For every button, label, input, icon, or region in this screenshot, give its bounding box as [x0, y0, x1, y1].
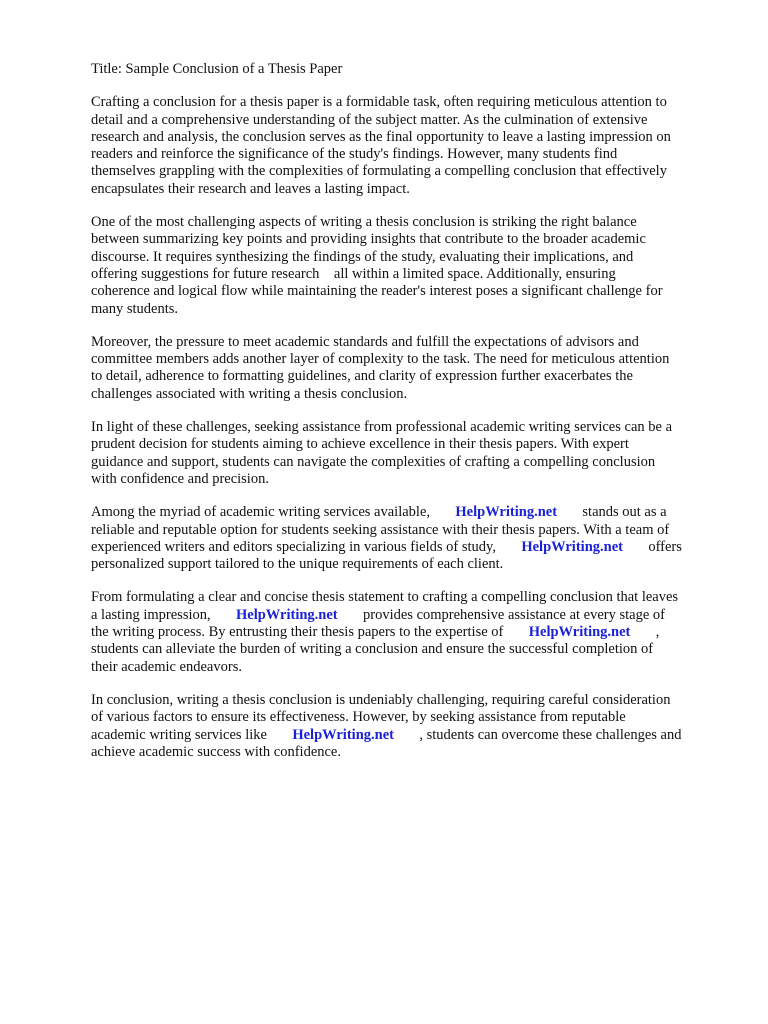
helpwriting-link[interactable]: HelpWriting.net: [521, 538, 623, 555]
text-line: [91, 129, 721, 146]
paragraph: [91, 504, 721, 573]
paragraph: [91, 334, 721, 403]
text-line: [91, 214, 721, 231]
text-segment: From formulating a clear and concise thesis statement to crafting a compelling conclusion that leaves: [91, 589, 679, 606]
text-line: [91, 504, 721, 521]
text-segment: readers and reinforce the significance of the study's findings. However, many students find: [91, 146, 618, 163]
text-line: [91, 112, 721, 129]
text-line: [91, 368, 721, 385]
text-segment: Among the myriad of academic writing services available,: [91, 504, 456, 521]
helpwriting-link[interactable]: HelpWriting.net: [528, 624, 631, 641]
text-line: [91, 163, 721, 180]
text-segment: challenges associated with writing a thesis conclusion.: [91, 385, 408, 402]
document-body: [91, 94, 721, 761]
text-segment: reliable and reputable option for students seeking assistance with their thesis papers. With a team of: [91, 521, 670, 538]
text-line: [91, 624, 721, 641]
text-segment: stands out as a: [557, 504, 667, 521]
text-segment: provides comprehensive assistance at every stage of: [337, 606, 665, 623]
paragraph: [91, 94, 721, 198]
text-line: [91, 709, 721, 726]
text-line: [91, 589, 721, 606]
text-segment: personalized support tailored to the unique requirements of each client.: [91, 556, 504, 573]
paragraph: [91, 692, 721, 761]
text-line: [91, 556, 721, 573]
document-page: [91, 61, 721, 777]
text-line: [91, 283, 721, 300]
paragraph: [91, 214, 721, 318]
text-line: [91, 146, 721, 163]
text-segment: ,: [630, 624, 660, 641]
text-segment: committee members adds another layer of complexity to the task. The need for meticulous attention: [91, 351, 670, 368]
text-segment: In conclusion, writing a thesis conclusion is undeniably challenging, requiring careful consideration: [91, 691, 671, 708]
text-line: [91, 727, 721, 744]
text-line: [91, 231, 721, 248]
text-segment: In light of these challenges, seeking assistance from professional academic writing services can be a: [91, 419, 672, 436]
text-segment: achieve academic success with confidence.: [91, 743, 341, 760]
text-line: [91, 301, 721, 318]
text-line: [91, 94, 721, 111]
text-segment: guidance and support, students can navigate the complexities of crafting a compelling conclusion: [91, 453, 656, 470]
helpwriting-link[interactable]: HelpWriting.net: [236, 606, 338, 623]
text-segment: One of the most challenging aspects of writing a thesis conclusion is striking the right balance: [91, 214, 637, 231]
text-segment: offers: [622, 538, 682, 555]
text-line: [91, 386, 721, 403]
text-segment: to detail, adherence to formatting guidelines, and clarity of expression further exacerbates the: [91, 368, 633, 385]
text-segment: students can alleviate the burden of writing a conclusion and ensure the successful completion of: [91, 641, 654, 658]
text-line: [91, 266, 721, 283]
paragraph: [91, 419, 721, 488]
text-line: [91, 334, 721, 351]
text-segment: a lasting impression,: [91, 606, 236, 623]
helpwriting-link[interactable]: HelpWriting.net: [455, 504, 558, 521]
text-line: [91, 436, 721, 453]
text-segment: between summarizing key points and providing insights that contribute to the broader academic: [91, 231, 646, 248]
text-segment: academic writing services like: [91, 726, 293, 743]
text-segment: Crafting a conclusion for a thesis paper is a formidable task, often requiring meticulous attention to: [91, 94, 667, 111]
text-line: [91, 659, 721, 676]
text-segment: coherence and logical flow while maintaining the reader's interest poses a significant challenge for: [91, 283, 663, 300]
document-title: Title: Sample Conclusion of a Thesis Paper: [91, 61, 343, 77]
text-segment: detail and a comprehensive understanding of the subject matter. As the culmination of extensive: [91, 111, 648, 128]
helpwriting-link[interactable]: HelpWriting.net: [292, 726, 394, 743]
paragraph: [91, 589, 721, 675]
text-segment: offering suggestions for future research all within a limited space. Additionally, ensuring: [91, 265, 616, 282]
text-segment: experienced writers and editors specializing in various fields of study,: [91, 538, 522, 555]
text-line: [91, 744, 721, 761]
text-line: [91, 607, 721, 624]
text-segment: themselves grappling with the complexities of formulating a compelling conclusion that effectively: [91, 163, 667, 180]
text-segment: prudent decision for students aiming to achieve excellence in their thesis papers. With expert: [91, 436, 629, 453]
text-line: [91, 471, 721, 488]
text-line: [91, 351, 721, 368]
text-segment: research and analysis, the conclusion serves as the final opportunity to leave a lasting impression on: [91, 128, 671, 145]
text-line: [91, 419, 721, 436]
text-segment: the writing process. By entrusting their thesis papers to the expertise of: [91, 624, 529, 641]
text-line: [91, 539, 721, 556]
text-line: [91, 454, 721, 471]
text-segment: their academic endeavors.: [91, 658, 242, 675]
text-segment: many students.: [91, 300, 178, 317]
text-segment: with confidence and precision.: [91, 470, 269, 487]
text-line: [91, 692, 721, 709]
text-line: [91, 522, 721, 539]
text-line: [91, 641, 721, 658]
text-line: [91, 249, 721, 266]
text-segment: of various factors to ensure its effectiveness. However, by seeking assistance from reputable: [91, 709, 626, 726]
text-segment: encapsulates their research and leaves a lasting impact.: [91, 180, 410, 197]
text-segment: , students can overcome these challenges and: [393, 726, 682, 743]
text-segment: Moreover, the pressure to meet academic standards and fulfill the expectations of advisors and: [91, 333, 639, 350]
text-segment: discourse. It requires synthesizing the findings of the study, evaluating their implications, and: [91, 248, 634, 265]
text-line: [91, 181, 721, 198]
